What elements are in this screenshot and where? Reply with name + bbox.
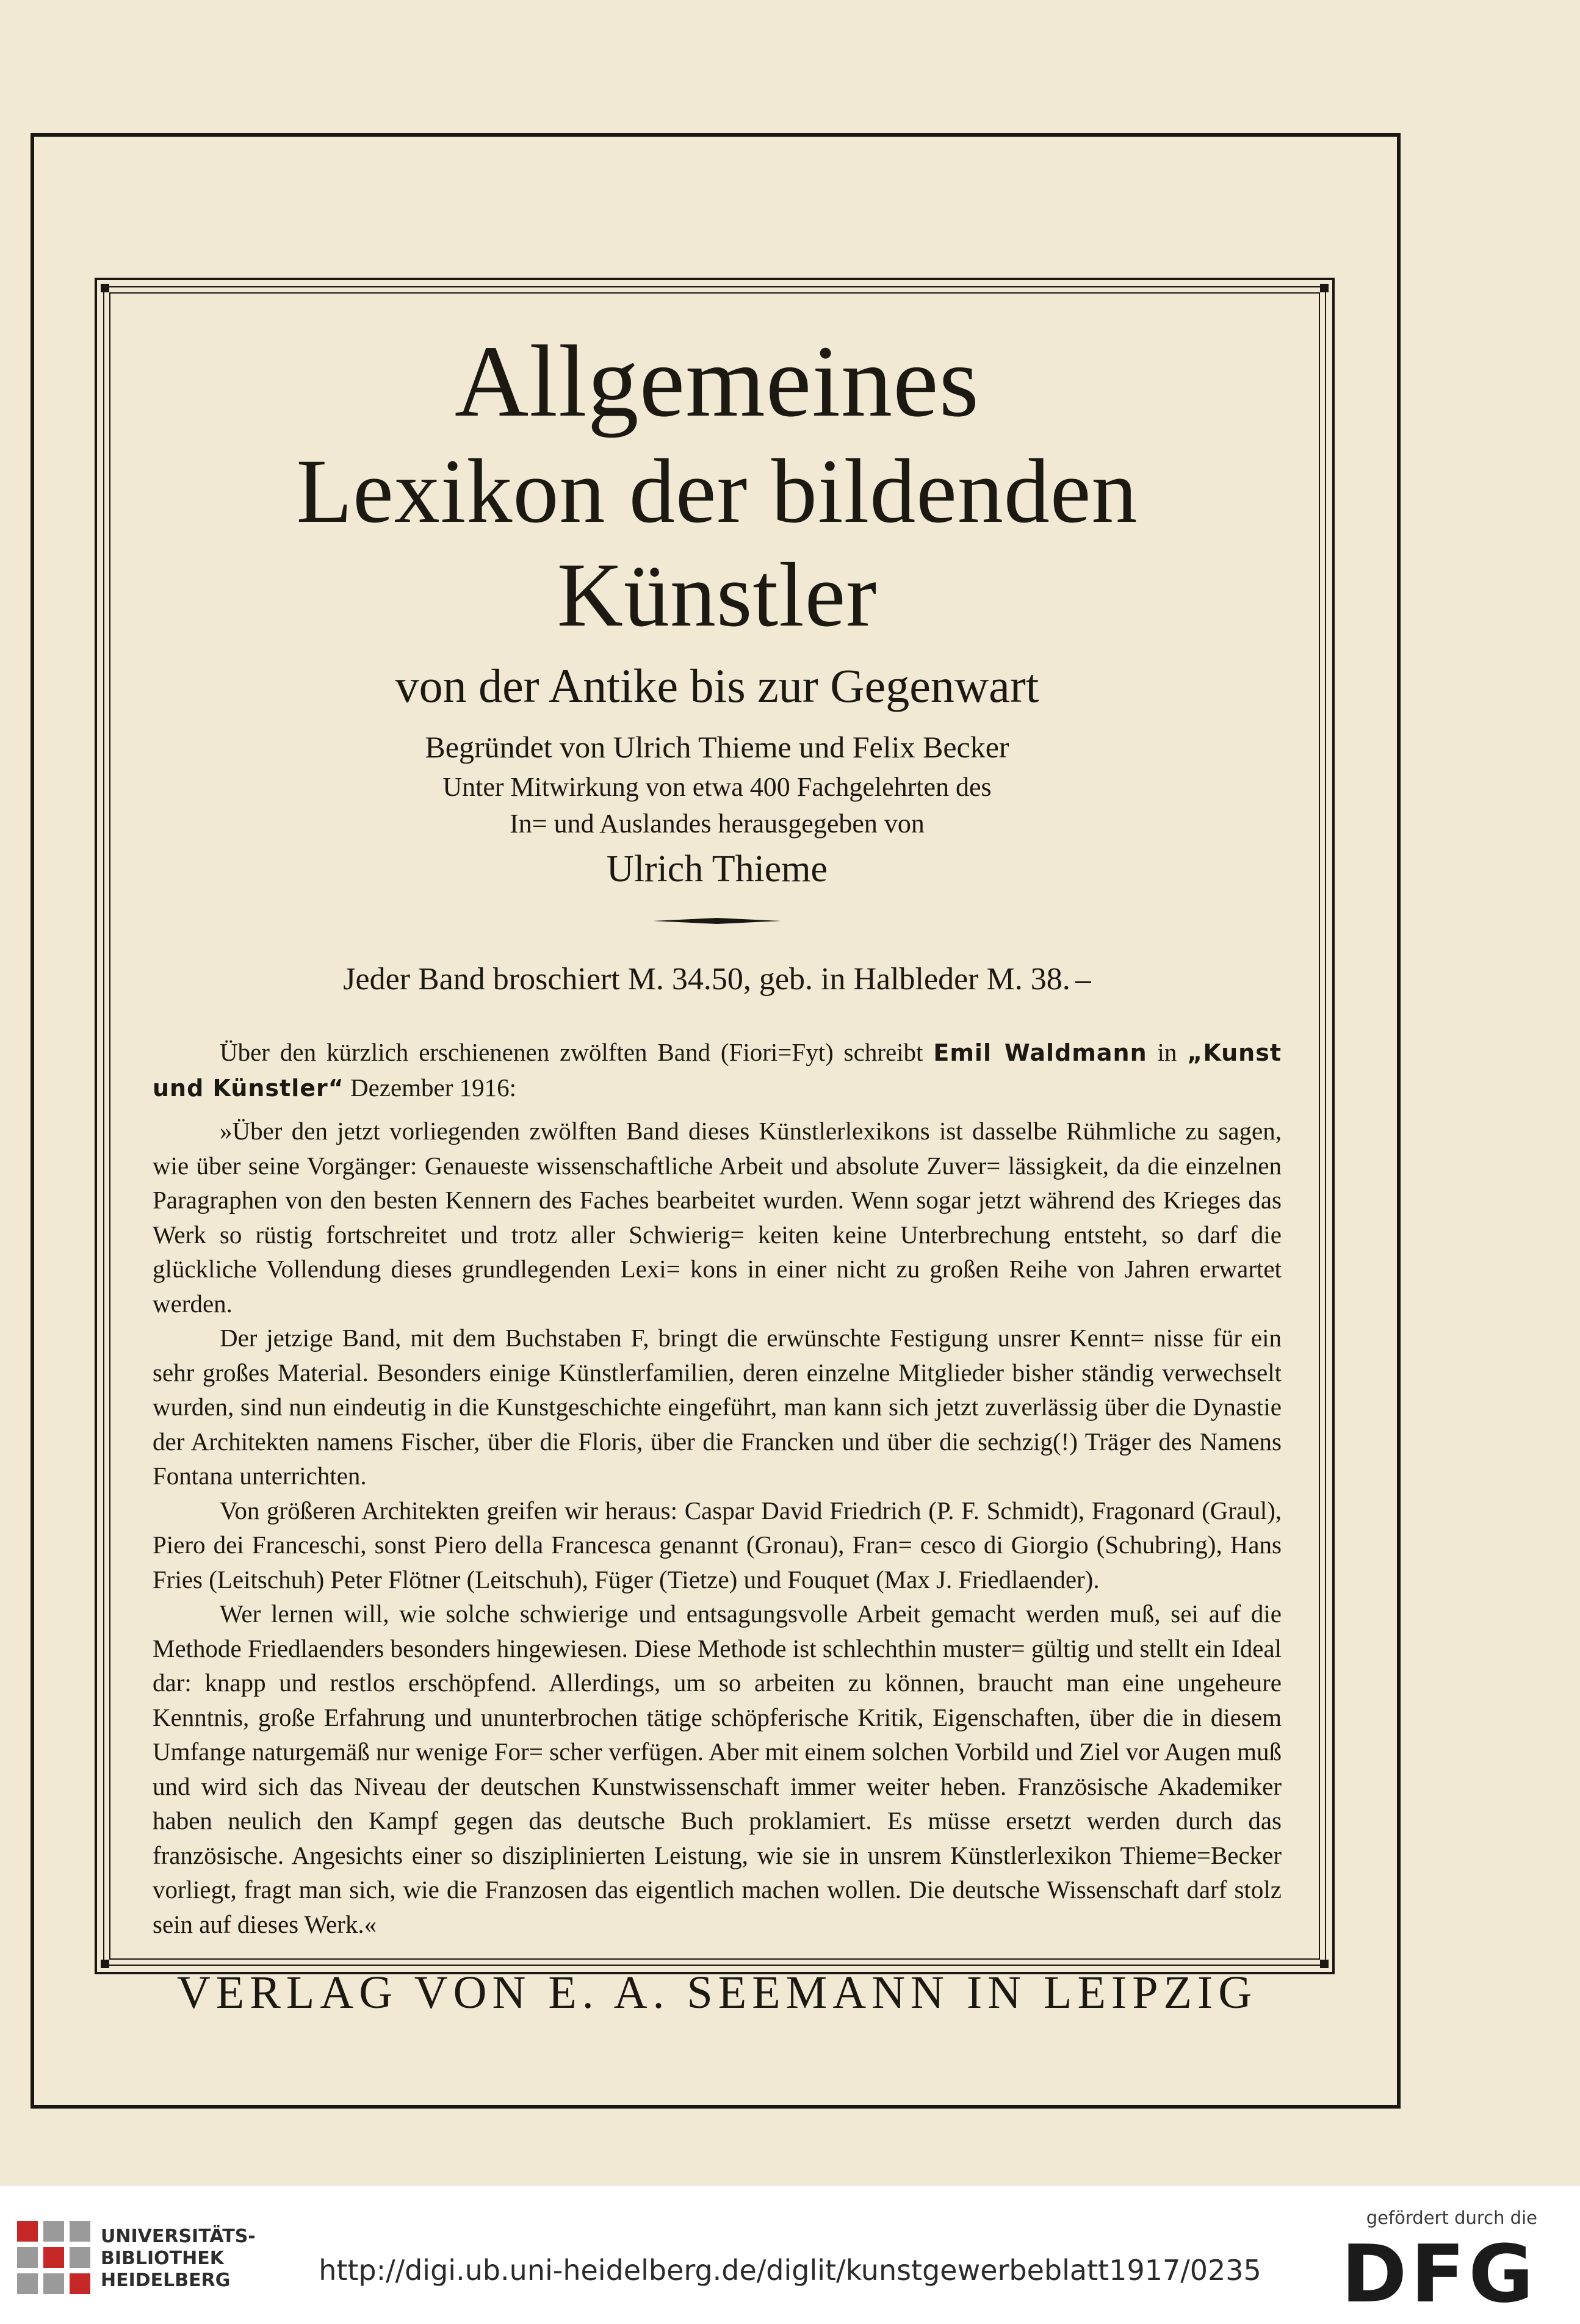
viewer-footer — [0, 2185, 1580, 2324]
quote-paragraph-2: Der jetzige Band, mit dem Buchstaben F, bringt die erwünschte Festigung unsrer Kennt= nisse für ein sehr großes Material. Besonders einige Künstlerfamilien, deren einzelne Mitglieder bisher ständig verwechselt wurden, sind nun eindeutig in die Kunstgeschichte eingeführt, man kann sich jetzt zuverlässig über die Dynastie der Architekten namens Fischer, über die Floris, über die Francken und über die sechzig(!) Träger des Namens Fontana unterrichten. — [153, 1324, 1282, 1490]
title-line-2: Lexikon der bildenden Künstler — [296, 441, 1138, 646]
price-text: Jeder Band broschiert M. 34.50, geb. in Halbleder M. 38. — [343, 962, 1070, 997]
price-dash — [1075, 981, 1091, 983]
title-line-1: Allgemeines — [454, 325, 980, 438]
intro-paragraph — [153, 1035, 1282, 1105]
dfg-logo-icon[interactable]: DFG — [1341, 2228, 1537, 2320]
editor-name: Ulrich Thieme — [606, 848, 828, 890]
uni-line-3: HEIDELBERG — [101, 2270, 231, 2291]
quote-paragraph-3: Von größeren Architekten greifen wir heraus: Caspar David Friedrich (P. F. Schmidt), Fragonard (Graul), Piero dei Franceschi, sonst Piero della Francesca genannt (Gronau), Fran= cesco di Giorgio (Schubring), Hans Fries (Leitschuh) Peter Flötner (Leitschuh), Füger (Tietze) und Fouquet (Max J. Friedlaender). — [153, 1496, 1282, 1593]
frame-corner — [101, 284, 109, 292]
permalink-url[interactable]: http://digi.ub.uni-heidelberg.de/diglit/kunstgewerbeblatt1917/0235 — [319, 2254, 1261, 2287]
frame-corner — [1320, 1960, 1329, 1968]
sponsor-note: gefördert durch die — [1366, 2207, 1537, 2228]
founders-line: Begründet von Ulrich Thieme und Felix Becker — [425, 730, 1009, 764]
frame-corner — [1320, 284, 1329, 292]
collaboration-line-1: Unter Mitwirkung von etwa 400 Fachgelehrten des — [442, 772, 992, 802]
uni-line-1: UNIVERSITÄTS- — [101, 2226, 256, 2247]
intro-author: Emil Waldmann — [933, 1039, 1147, 1066]
quote-paragraph-1: »Über den jetzt vorliegenden zwölften Band dieses Künstlerlexikons ist dasselbe Rühmliche zu sagen, wie über seine Vorgänger: Genaueste wissenschaftliche Arbeit und absolute Zuver= lässigkeit, da die einzelnen Paragraphen von den besten Kennern des Faches bearbeitet wurden. Wenn sogar jetzt während des Krieges das Werk so rüstig fortschreitet und trotz aller Schwierig= keiten keine Unterbrechung entsteht, so darf die glückliche Vollendung dieses grundlegenden Lexi= kons in einer nicht zu großen Reihe von Jahren erwartet werden. — [153, 1117, 1282, 1318]
price-line — [153, 958, 1282, 1001]
intro-in: in — [1157, 1038, 1177, 1066]
intro-date: Dezember 1916: — [350, 1073, 517, 1102]
uni-line-2: BIBLIOTHEK — [101, 2248, 224, 2269]
subtitle: von der Antike bis zur Gegenwart — [395, 659, 1039, 712]
advertisement-content — [153, 305, 1282, 2023]
publisher-line: VERLAG VON E. A. SEEMANN IN LEIPZIG — [176, 1967, 1258, 2018]
ornamental-rule — [653, 918, 781, 924]
intro-text: Über den kürzlich erschienenen zwölften Band (Fiori=Fyt) schreibt — [220, 1038, 923, 1066]
intro-journal: „Kunst und Künstler“ — [153, 1039, 1282, 1102]
frame-corner — [101, 1960, 109, 1968]
quote-paragraph-4: Wer lernen will, wie solche schwierige und entsagungsvolle Arbeit gemacht werden muß, sei auf die Methode Friedlaenders besonders hingewiesen. Diese Methode ist schlechthin muster= gültig und stellt ein Ideal dar: knapp und restlos erschöpfend. Allerdings, um so arbeiten zu können, braucht man eine ungeheure Kenntnis, große Erfahrung und ununterbrochen tätige schöpferische Kritik, Eigenschaften, über die in diesem Umfange naturgemäß nur wenige For= scher verfügen. Aber mit einem solchen Vorbild und Ziel vor Augen muß und wird sich das Niveau der deutschen Kunstwissenschaft immer weiter heben. Französische Akademiker haben neulich den Kampf gegen das deutsche Buch proklamiert. Es müsse ersetzt werden durch das französische. Angesichts einer so disziplinierten Leistung, wie sie in unsrem Künstlerlexikon Thieme=Becker vorliegt, fragt man sich, wie die Franzosen das eigentlich machen wollen. Die deutsche Wissenschaft darf stolz sein auf dieses Werk.« — [153, 1600, 1282, 1938]
collaboration-line-2: In= und Auslandes herausgegeben von — [510, 809, 925, 839]
